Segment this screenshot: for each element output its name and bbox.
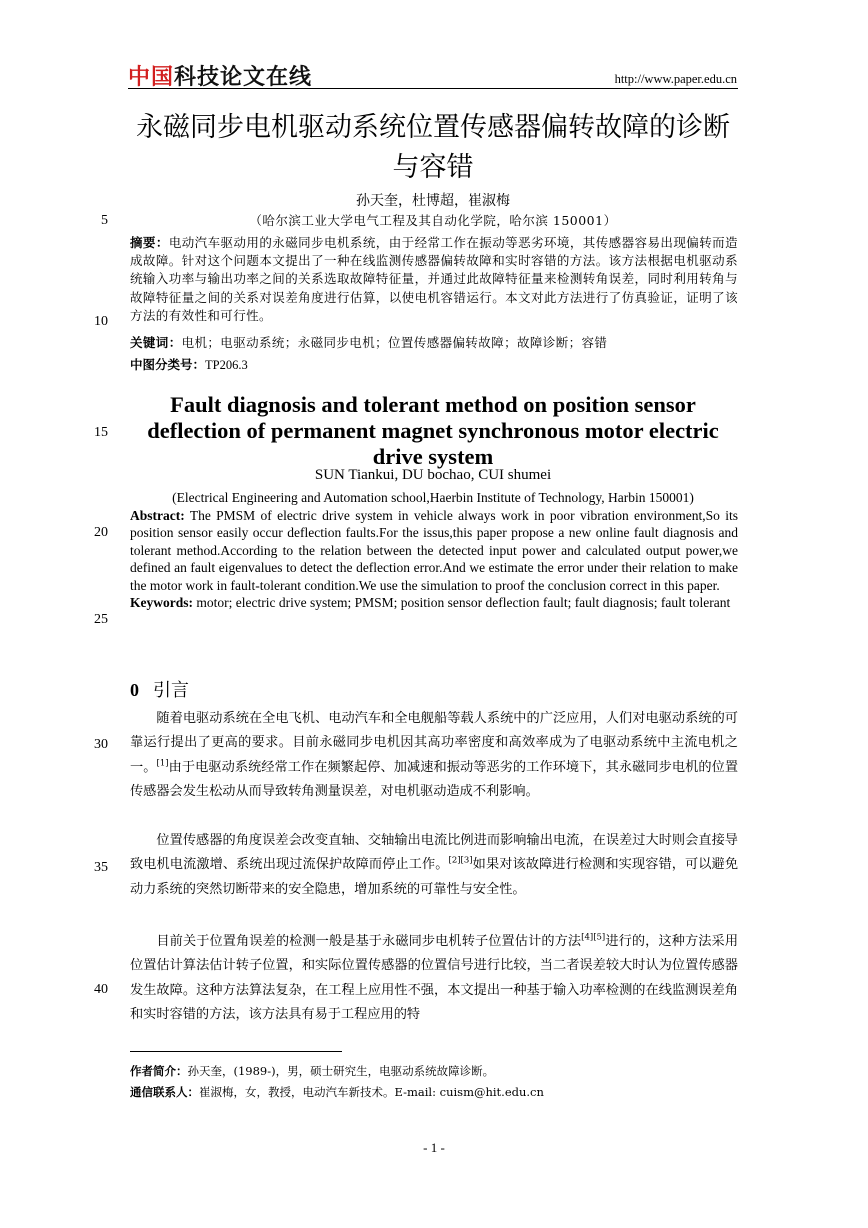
- line-number: 30: [94, 737, 108, 752]
- classification-number: [130, 355, 248, 373]
- abstract-cn-text: 电动汽车驱动用的永磁同步电机系统，由于经常工作在振动等恶劣环境，其传感器容易出现偏转而造成故障。针对这个问题本文提出了一种在线监测传感器偏转故障和实时容错的方法。该方法根据电机驱动系统输入功率与输出功率之间的关系选取故障特征量，并通过此故障特征量来检测转角误差，同时利用转角与故障特征量之间的关系对误差角度进行估算，以使电机容错运行。本文对此方法进行了仿真验证，证明了该方法的有效性和可行性。: [130, 235, 738, 323]
- logo-black-part: 科技论文在线: [174, 65, 313, 90]
- footnote-text: 孙天奎，(1989-)，男，硕士研究生，电驱动系统故障诊断。: [187, 1064, 495, 1078]
- body-paragraph: [130, 707, 738, 805]
- footnote-author: [130, 1063, 738, 1079]
- section-title: 引言: [153, 680, 189, 701]
- abstract-cn: [130, 234, 738, 325]
- logo-red-part: 中国: [128, 65, 175, 90]
- footnote-rule: [130, 1051, 342, 1052]
- section-heading: [130, 676, 189, 702]
- abstract-cn-label: 摘要：: [130, 235, 169, 250]
- header-url[interactable]: http://www.paper.edu.cn: [614, 72, 737, 86]
- paragraph-text: 由于电驱动系统经常工作在频繁起停、加减速和振动等恶劣的工作环境下，其永磁同步电机的位置传感器会发生松动从而导致转角测量误差，对电机驱动造成不利影响。: [130, 759, 739, 800]
- paragraph-text: 进行的，这种方法采用位置估计算法估计转子位置，和实际位置传感器的位置信号进行比较，当二者误差较大时认为位置传感器发生故障。这种方法算法复杂，在工程上应用性不强，本文提出一种基于输入功率检测的在线监测误差角和实时容错的方法，该方法具有易于工程应用的特: [130, 934, 739, 1023]
- keywords-en-text: motor; electric drive system; PMSM; position sensor deflection fault; fault diagnosis; fault tolerant: [193, 595, 731, 611]
- paragraph-text: 如果对该故障进行检测和实现容错，可以避免动力系统的突然切断带来的安全隐患，增加系统的可靠性与安全性。: [130, 857, 739, 897]
- citation-ref[interactable]: [4][5]: [581, 932, 606, 943]
- page-number: - 1 -: [423, 1140, 445, 1155]
- authors-cn: 孙天奎，杜博超，崔淑梅: [356, 193, 510, 209]
- title-cn: 永磁同步电机驱动系统位置传感器偏转故障的诊断与容错: [136, 112, 730, 183]
- keywords-en-label: Keywords:: [130, 595, 193, 611]
- authors-en: SUN Tiankui, DU bochao, CUI shumei: [314, 467, 552, 483]
- line-number: 15: [94, 425, 108, 440]
- header-rule: [128, 88, 738, 89]
- line-number: 25: [94, 612, 108, 627]
- paragraph-text: 位置传感器的角度误差会改变直轴、交轴输出电流比例进而影响输出电流，在误差过大时则会直接导致电机电流激增、系统出现过流保护故障而停止工作。: [130, 833, 738, 873]
- keywords-cn-label: 关键词：: [130, 335, 182, 350]
- footnote-label: 作者简介：: [130, 1064, 188, 1078]
- journal-logo: [128, 60, 312, 91]
- keywords-cn-text: 电机；电驱动系统；永磁同步电机；位置传感器偏转故障；故障诊断；容错: [181, 335, 608, 350]
- clc-label: 中图分类号：: [130, 357, 206, 372]
- body-paragraph: [130, 930, 738, 1028]
- section-number: 0: [130, 680, 139, 700]
- keywords-cn: [130, 333, 738, 351]
- abstract-en-label: Abstract:: [130, 508, 185, 523]
- footnote-label: 通信联系人：: [130, 1085, 199, 1099]
- footnote-contact: [130, 1084, 738, 1100]
- footnote-text: 崔淑梅，女，教授，电动汽车新技术。E-mail: cuism@hit.edu.cn: [199, 1085, 544, 1099]
- affiliation-en: (Electrical Engineering and Automation school,Haerbin Institute of Technology, Harbin 150001): [172, 490, 694, 505]
- citation-ref[interactable]: [2][3]: [448, 856, 473, 867]
- line-number: 10: [94, 314, 108, 329]
- affiliation-cn: （哈尔滨工业大学电气工程及其自动化学院，哈尔滨 150001）: [249, 213, 617, 228]
- line-number: 20: [94, 525, 108, 540]
- line-number: 5: [101, 213, 108, 228]
- clc-value: TP206.3: [205, 358, 248, 372]
- abstract-en-text: The PMSM of electric drive system in vehicle always work in poor vibration environment,So its position sensor easily occur deflection faults.For the issus,this paper propose a new online fault diagnosis and tolerant method.According to the relation between the detected input power and calculated output power,we defined an fault eigenvalues to detect the deflection error.And we estimate the error under their relation to make the motor work in fault-tolerant condition.We use the simulation to proof the conclusion correct in this paper.: [130, 508, 738, 593]
- body-paragraph: [130, 829, 738, 902]
- line-number: 35: [94, 860, 108, 875]
- line-number: 40: [94, 982, 108, 997]
- abstract-en-paragraph: [130, 507, 738, 594]
- title-en: Fault diagnosis and tolerant method on position sensor deflection of permanent magnet synchronous motor electric drive system: [147, 392, 719, 469]
- paragraph-text: 随着电驱动系统在全电飞机、电动汽车和全电舰船等载人系统中的广泛应用，人们对电驱动系统的可靠运行提出了更高的要求。目前永磁同步电机因其高功率密度和高效率成为了电驱动系统中主流电机之一。: [130, 711, 738, 775]
- abstract-en: [130, 507, 738, 611]
- keywords-en: [130, 594, 738, 611]
- paragraph-text: 目前关于位置角误差的检测一般是基于永磁同步电机转子位置估计的方法: [156, 934, 582, 949]
- citation-ref[interactable]: [1]: [156, 758, 169, 769]
